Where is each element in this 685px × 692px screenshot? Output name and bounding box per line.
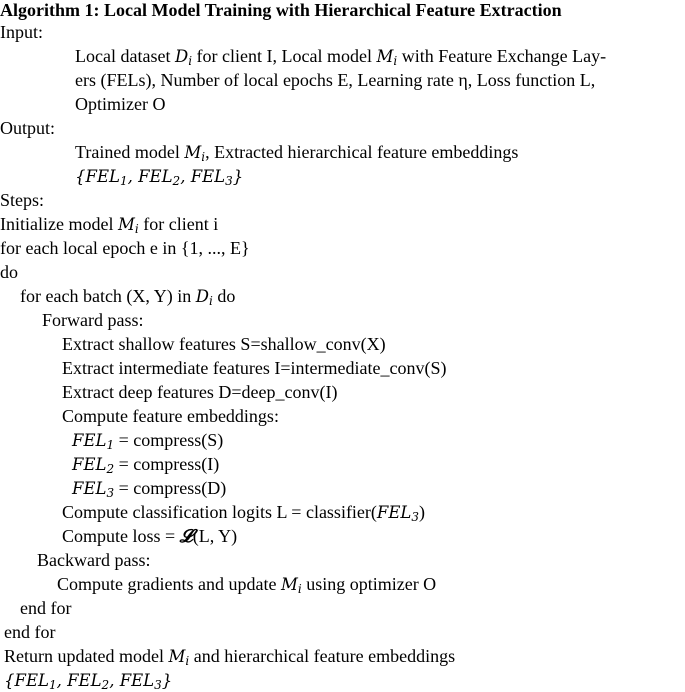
model-symbol: $M_i$ [280, 575, 302, 596]
model-symbol: $M_i$ [376, 47, 398, 68]
input-text-a: Local dataset [75, 46, 175, 66]
for-batch-step: for each batch (X, Y) in $D_i$ do [20, 286, 236, 308]
input-text-b: for client I, Local model [192, 46, 377, 66]
steps-label: Steps: [0, 190, 45, 210]
end-for-inner: end for [20, 598, 72, 618]
input-line-1 [75, 46, 606, 67]
output-line-1: Trained model $M_i$, Extracted hierarchical feature embeddings [75, 142, 519, 164]
extract-intermediate-step: Extract intermediate features I=intermediate_conv(S) [62, 358, 447, 378]
backward-pass-label: Backward pass: [37, 550, 151, 570]
fel1-step: $FEL_1$ = compress(S) [72, 430, 224, 452]
fel-set: {$FEL_1$, $FEL_2$, $FEL_3$} [75, 167, 244, 188]
input-text-c: with Feature Exchange Lay- [397, 46, 607, 66]
gradients-step: Compute gradients and update $M_i$ using optimizer O [57, 574, 437, 596]
end-for-outer: end for [4, 622, 56, 642]
loss-step: Compute loss = 𝓛(L, Y) [62, 526, 238, 546]
algorithm-title: Algorithm 1: Local Model Training with Hierarchical Feature Extraction [0, 0, 562, 20]
for-epoch-step: for each local epoch e in {1, ..., E} [0, 238, 250, 258]
fel2-step: $FEL_2$ = compress(I) [72, 454, 220, 476]
return-fel-set: {$FEL_1$, $FEL_2$, $FEL_3$} [4, 671, 173, 692]
input-line-2: ers (FELs), Number of local epochs E, Learning rate η, Loss function L, [75, 70, 596, 90]
output-label: Output: [0, 118, 56, 138]
extract-shallow-step: Extract shallow features S=shallow_conv(X) [62, 334, 386, 354]
model-symbol: $M_i$ [168, 647, 190, 668]
do-keyword: do [0, 262, 18, 282]
model-symbol: $M_i$ [184, 143, 206, 164]
forward-pass-label: Forward pass: [42, 310, 144, 330]
compute-embeddings-step: Compute feature embeddings: [62, 406, 279, 426]
model-symbol: $M_i$ [117, 215, 139, 236]
return-step: Return updated model $M_i$ and hierarchical feature embeddings [4, 646, 456, 668]
fel3-step: $FEL_3$ = compress(D) [72, 478, 227, 500]
dataset-symbol: $D_i$ [195, 287, 213, 308]
logits-step: Compute classification logits $L = classifier(FEL_3)$ [62, 502, 426, 524]
input-line-3: Optimizer O [75, 94, 166, 114]
dataset-symbol: $D_i$ [174, 47, 193, 68]
loss-symbol: 𝓛 [179, 526, 193, 546]
output-line-2 [75, 166, 243, 187]
input-label: Input: [0, 22, 43, 42]
init-step: Initialize model $M_i$ for client i [0, 214, 219, 236]
extract-deep-step: Extract deep features D=deep_conv(I) [62, 382, 338, 402]
